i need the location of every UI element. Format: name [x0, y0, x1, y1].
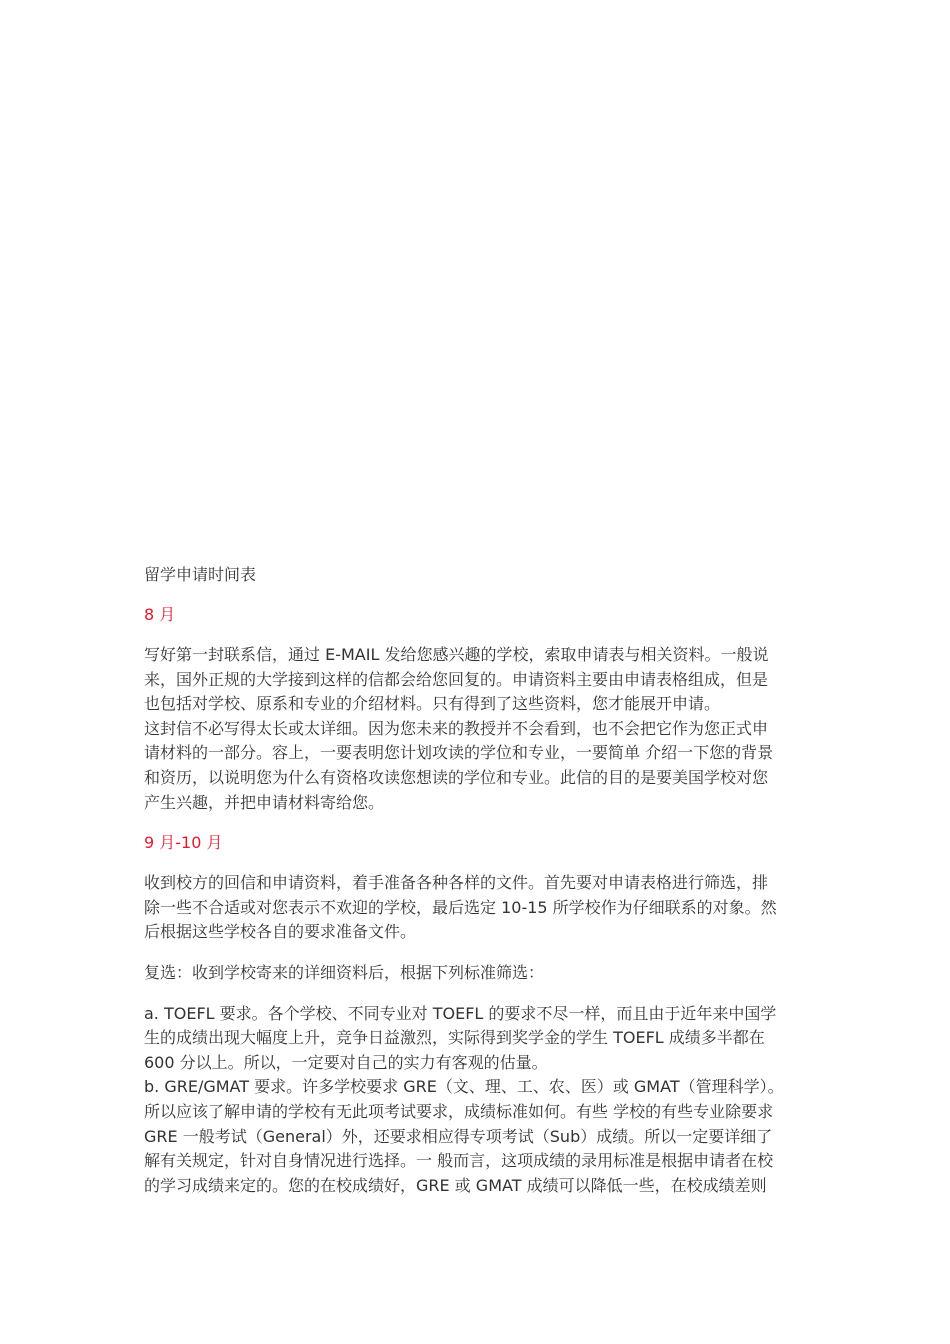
- text-line: 请材料的一部分。容上，一要表明您计划攻读的学位和专业，一要简单 介绍一下您的背景: [144, 743, 774, 763]
- text-line: GRE 一般考试（General）外，还要求相应得专项考试（Sub）成绩。所以一定要详细了: [144, 1126, 773, 1146]
- text-line: 这封信不必写得太长或太详细。因为您未来的教授并不会看到，也不会把它作为您正式申: [144, 718, 769, 738]
- text-line: 解有关规定，针对自身情况进行选择。一 般而言，这项成绩的录用标准是根据申请者在校: [144, 1151, 774, 1171]
- section-heading-sep-oct: 9 月-10 月: [144, 833, 223, 853]
- text-line: 生的成绩出现大幅度上升，竞争日益激烈，实际得到奖学金的学生 TOEFL 成绩多半都在: [144, 1028, 765, 1048]
- document-body: [144, 563, 809, 1198]
- text-line: 的学习成绩来定的。您的在校成绩好，GRE 或 GMAT 成绩可以降低一些，在校成绩差则: [144, 1175, 767, 1195]
- text-line: 除一些不合适或对您表示不欢迎的学校，最后选定 10-15 所学校作为仔细联系的对象。然: [144, 897, 777, 917]
- text-line: a. TOEFL 要求。各个学校、不同专业对 TOEFL 的要求不尽一样，而且由于近年来中国学: [144, 1003, 777, 1023]
- text-line: 600 分以上。所以，一定要对自己的实力有客观的估量。: [144, 1052, 548, 1072]
- section-paragraph: [144, 1002, 809, 1199]
- text-line: 后根据这些学校各自的要求准备文件。: [144, 922, 417, 942]
- text-line: 复选：收到学校寄来的详细资料后，根据下列标准筛选：: [144, 962, 545, 982]
- text-line: 也包括对学校、原系和专业的介绍材料。只有得到了这些资料，您才能展开申请。: [144, 694, 721, 714]
- text-line: 产生兴趣，并把申请材料寄给您。: [144, 792, 385, 812]
- text-line: 和资历，以说明您为什么有资格攻读您想读的学位和专业。此信的目的是要美国学校对您: [144, 767, 769, 787]
- document-title: 留学申请时间表: [144, 565, 257, 584]
- text-line: 写好第一封联系信，通过 E-MAIL 发给您感兴趣的学校，索取申请表与相关资料。一般说: [144, 645, 769, 664]
- section-paragraph: [144, 871, 809, 945]
- section-paragraph: [144, 961, 809, 986]
- section-paragraph: [144, 643, 809, 815]
- text-line: 所以应该了解申请的学校有无此项考试要求，成绩标准如何。有些 学校的有些专业除要求: [144, 1101, 774, 1121]
- text-line: 收到校方的回信和申请资料，着手准备各种各样的文件。首先要对申请表格进行筛选，排: [144, 873, 769, 893]
- section-heading-august: 8 月: [144, 605, 176, 624]
- text-line: b. GRE/GMAT 要求。许多学校要求 GRE（文、理、工、农、医）或 GMAT（管理科学）。: [144, 1077, 784, 1097]
- text-line: 来，国外正规的大学接到这样的信都会给您回复的。申请资料主要由申请表格组成，但是: [144, 669, 769, 689]
